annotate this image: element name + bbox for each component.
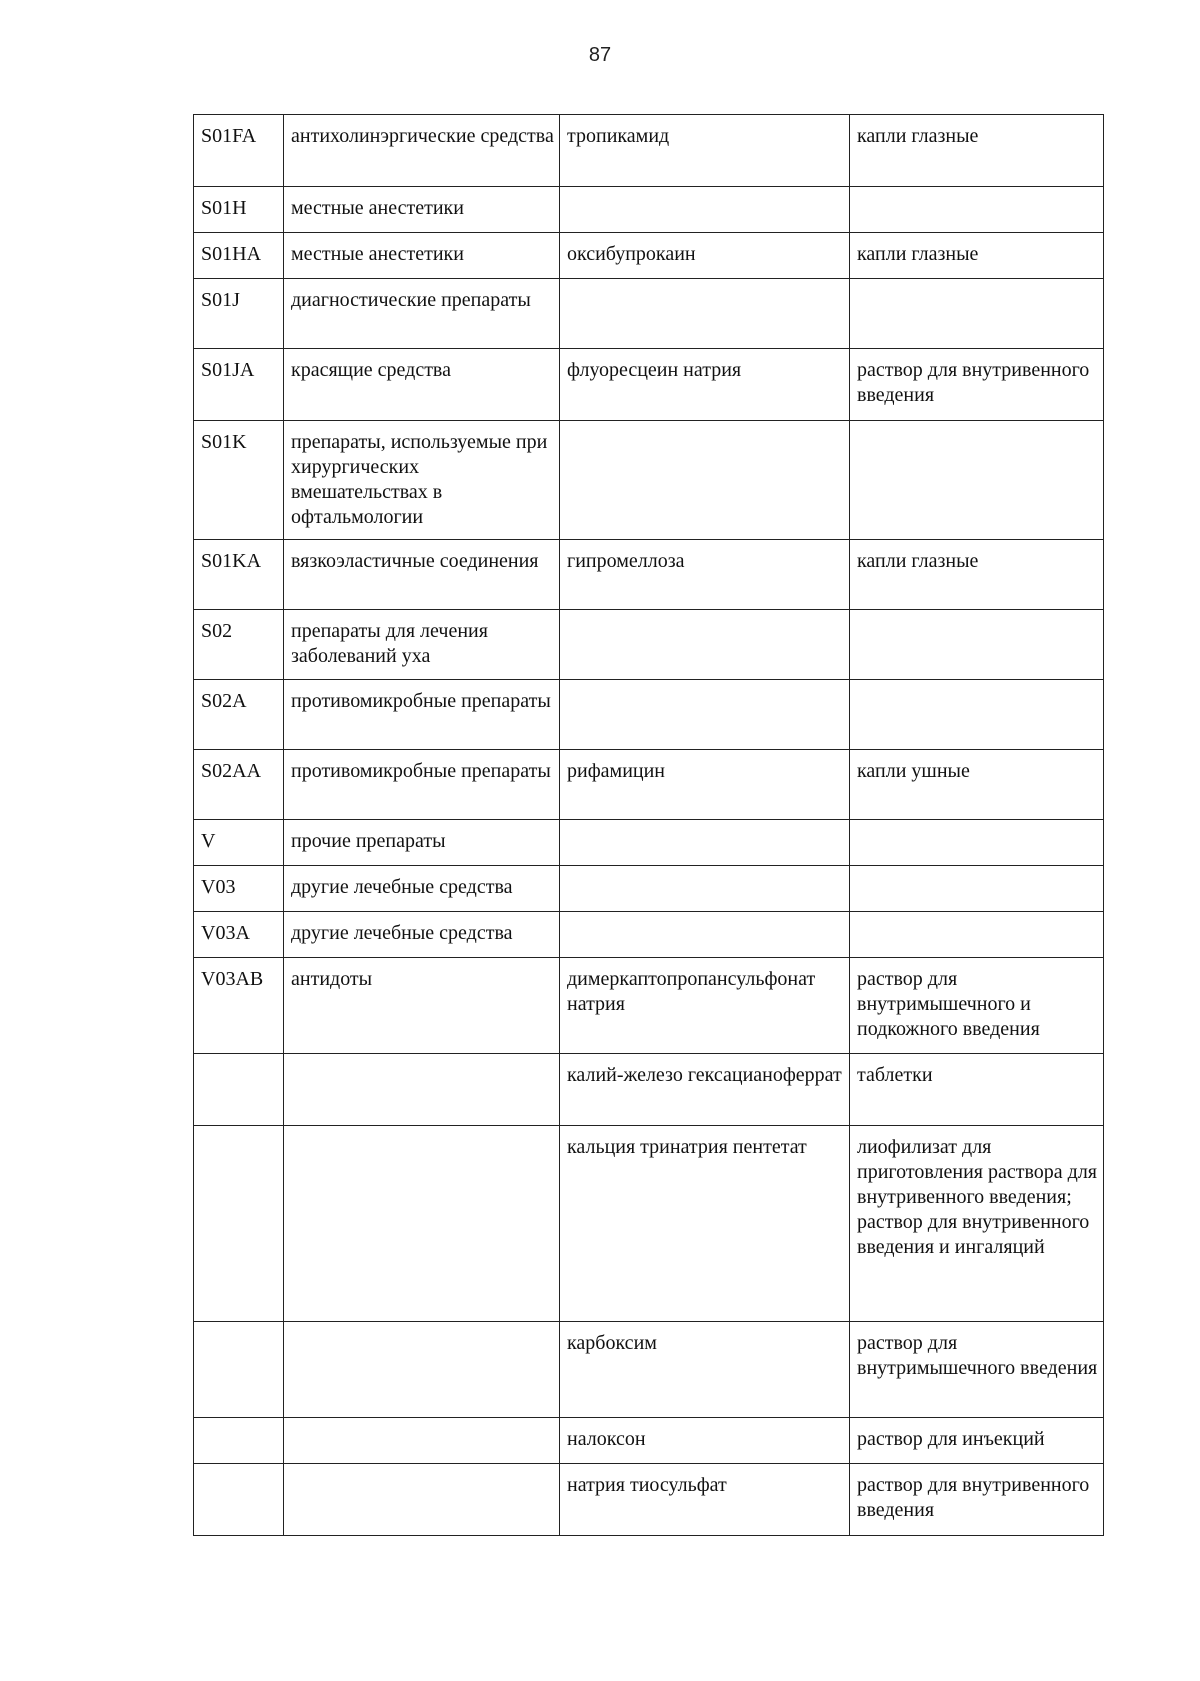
drug-name-cell: рифамицин bbox=[560, 750, 850, 820]
table-body bbox=[194, 115, 1104, 1536]
atc-group-name-cell bbox=[284, 1418, 560, 1464]
atc-code-cell bbox=[194, 1054, 284, 1126]
atc-code-cell: V03 bbox=[194, 866, 284, 912]
atc-group-name-cell: прочие препараты bbox=[284, 820, 560, 866]
table-row bbox=[194, 1464, 1104, 1536]
atc-group-name-cell: диагностические препараты bbox=[284, 279, 560, 349]
drug-name-cell bbox=[560, 912, 850, 958]
table-row bbox=[194, 610, 1104, 680]
dosage-form-line: раствор для внутривенного введения bbox=[857, 359, 1090, 406]
table-row bbox=[194, 866, 1104, 912]
table-row bbox=[194, 349, 1104, 421]
drug-name-cell: флуоресцеин натрия bbox=[560, 349, 850, 421]
dosage-form-cell bbox=[850, 1126, 1104, 1322]
atc-group-name-cell: антихолинэргические средства bbox=[284, 115, 560, 187]
dosage-form-cell bbox=[850, 115, 1104, 187]
drug-name-cell: тропикамид bbox=[560, 115, 850, 187]
dosage-form-line: раствор для внутримышечного и подкожного введения bbox=[857, 968, 1040, 1040]
table-row bbox=[194, 233, 1104, 279]
table-row bbox=[194, 958, 1104, 1054]
dosage-form-line: раствор для инъекций bbox=[857, 1428, 1045, 1450]
dosage-form-line: капли глазные bbox=[857, 243, 979, 265]
atc-code-cell: S01KA bbox=[194, 540, 284, 610]
dosage-form-line: капли глазные bbox=[857, 550, 979, 572]
atc-code-cell bbox=[194, 1464, 284, 1536]
table-row bbox=[194, 1418, 1104, 1464]
table-row bbox=[194, 115, 1104, 187]
atc-code-cell: S01FA bbox=[194, 115, 284, 187]
dosage-form-line: таблетки bbox=[857, 1064, 933, 1086]
drug-name-cell: оксибупрокаин bbox=[560, 233, 850, 279]
table-row bbox=[194, 1126, 1104, 1322]
dosage-form-cell bbox=[850, 680, 1104, 750]
atc-group-name-cell: противомикробные препараты bbox=[284, 680, 560, 750]
dosage-form-line: раствор для внутримышечного введения bbox=[857, 1332, 1098, 1379]
dosage-form-cell bbox=[850, 1322, 1104, 1418]
drug-name-cell: калий-железо гексацианоферрат bbox=[560, 1054, 850, 1126]
atc-group-name-cell: местные анестетики bbox=[284, 187, 560, 233]
drug-name-cell bbox=[560, 187, 850, 233]
table-row bbox=[194, 820, 1104, 866]
atc-code-cell: S02A bbox=[194, 680, 284, 750]
atc-code-cell: V03AB bbox=[194, 958, 284, 1054]
table-row bbox=[194, 279, 1104, 349]
drug-name-cell bbox=[560, 610, 850, 680]
table-row bbox=[194, 421, 1104, 540]
drug-name-cell: натрия тиосульфат bbox=[560, 1464, 850, 1536]
atc-group-name-cell: антидоты bbox=[284, 958, 560, 1054]
atc-group-name-cell bbox=[284, 1054, 560, 1126]
atc-code-cell bbox=[194, 1322, 284, 1418]
atc-code-cell bbox=[194, 1126, 284, 1322]
dosage-form-cell bbox=[850, 912, 1104, 958]
atc-group-name-cell: противомикробные препараты bbox=[284, 750, 560, 820]
atc-group-name-cell: другие лечебные средства bbox=[284, 912, 560, 958]
drug-name-cell bbox=[560, 421, 850, 540]
atc-code-cell: S01H bbox=[194, 187, 284, 233]
atc-group-name-cell bbox=[284, 1322, 560, 1418]
atc-code-cell: S01JA bbox=[194, 349, 284, 421]
dosage-form-cell bbox=[850, 750, 1104, 820]
atc-code-cell: S01K bbox=[194, 421, 284, 540]
table-row bbox=[194, 1054, 1104, 1126]
atc-code-cell: S02AA bbox=[194, 750, 284, 820]
atc-group-name-cell: местные анестетики bbox=[284, 233, 560, 279]
atc-code-cell: S02 bbox=[194, 610, 284, 680]
atc-group-name-cell: красящие средства bbox=[284, 349, 560, 421]
dosage-form-cell bbox=[850, 421, 1104, 540]
dosage-form-cell bbox=[850, 349, 1104, 421]
page-number: 87 bbox=[588, 44, 612, 66]
dosage-form-line: капли глазные bbox=[857, 125, 979, 147]
atc-group-name-cell: вязкоэластичные соединения bbox=[284, 540, 560, 610]
atc-code-cell: S01J bbox=[194, 279, 284, 349]
dosage-form-cell bbox=[850, 233, 1104, 279]
atc-group-name-cell bbox=[284, 1464, 560, 1536]
table-row bbox=[194, 750, 1104, 820]
dosage-form-line: лиофилизат для приготовления раствора для внутривенного введения; bbox=[857, 1136, 1097, 1208]
dosage-form-cell bbox=[850, 1464, 1104, 1536]
dosage-form-cell bbox=[850, 279, 1104, 349]
drug-name-cell bbox=[560, 680, 850, 750]
table-row bbox=[194, 680, 1104, 750]
drug-classification-table bbox=[193, 114, 1104, 1536]
table-row bbox=[194, 1322, 1104, 1418]
drug-name-cell: карбоксим bbox=[560, 1322, 850, 1418]
drug-name-cell: кальция тринатрия пентетат bbox=[560, 1126, 850, 1322]
drug-name-cell: димеркаптопропансульфонат натрия bbox=[560, 958, 850, 1054]
drug-name-cell bbox=[560, 279, 850, 349]
dosage-form-cell bbox=[850, 820, 1104, 866]
atc-group-name-cell: препараты, используемые при хирургических вмешательствах в офтальмологии bbox=[284, 421, 560, 540]
atc-group-name-cell bbox=[284, 1126, 560, 1322]
drug-name-cell: налоксон bbox=[560, 1418, 850, 1464]
atc-code-cell bbox=[194, 1418, 284, 1464]
atc-code-cell: V03A bbox=[194, 912, 284, 958]
dosage-form-cell bbox=[850, 1054, 1104, 1126]
dosage-form-line: капли ушные bbox=[857, 760, 970, 782]
atc-code-cell: S01HA bbox=[194, 233, 284, 279]
dosage-form-line: раствор для внутривенного введения bbox=[857, 1474, 1090, 1521]
dosage-form-cell bbox=[850, 1418, 1104, 1464]
table-row bbox=[194, 912, 1104, 958]
atc-group-name-cell: другие лечебные средства bbox=[284, 866, 560, 912]
atc-code-cell: V bbox=[194, 820, 284, 866]
atc-group-name-cell: препараты для лечения заболеваний уха bbox=[284, 610, 560, 680]
drug-name-cell bbox=[560, 866, 850, 912]
drug-name-cell: гипромеллоза bbox=[560, 540, 850, 610]
dosage-form-line: раствор для внутривенного введения и ингаляций bbox=[857, 1211, 1090, 1258]
table-row bbox=[194, 540, 1104, 610]
dosage-form-cell bbox=[850, 958, 1104, 1054]
dosage-form-cell bbox=[850, 866, 1104, 912]
dosage-form-cell bbox=[850, 540, 1104, 610]
table-row bbox=[194, 187, 1104, 233]
drug-name-cell bbox=[560, 820, 850, 866]
dosage-form-cell bbox=[850, 187, 1104, 233]
dosage-form-cell bbox=[850, 610, 1104, 680]
